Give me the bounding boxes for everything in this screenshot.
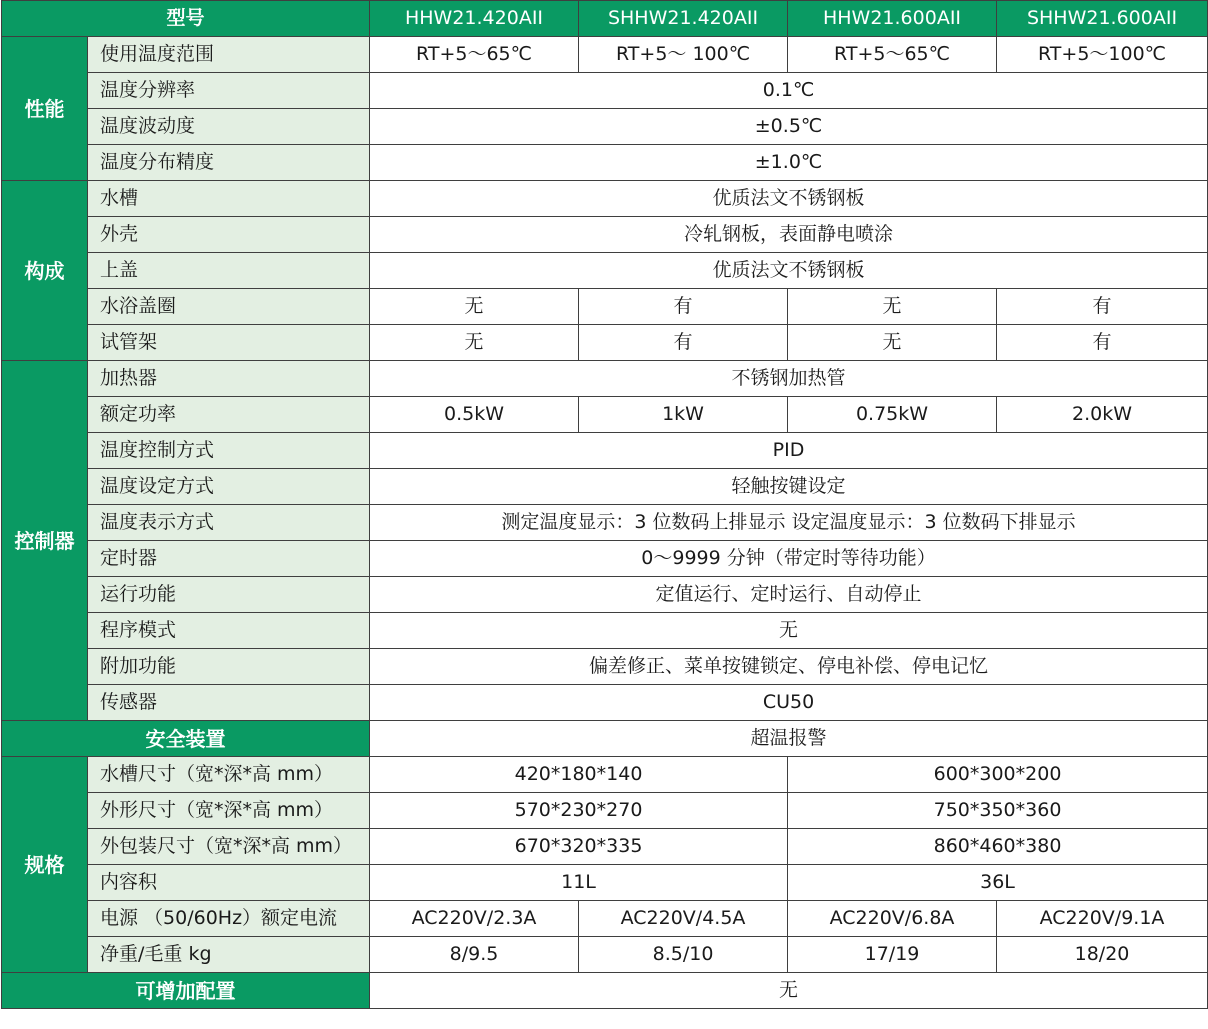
- row-label: 外壳: [88, 217, 370, 253]
- cell-value: 超温报警: [370, 721, 1208, 757]
- cell-value: 不锈钢加热管: [370, 361, 1208, 397]
- cell-value: 无: [370, 325, 579, 361]
- table-row: [2, 865, 1208, 901]
- cell-value: AC220V/4.5A: [579, 901, 788, 937]
- row-label: 程序模式: [88, 613, 370, 649]
- table-row: [2, 541, 1208, 577]
- cell-value: 0.75kW: [788, 397, 997, 433]
- row-label: 外包装尺寸（宽*深*高 mm）: [88, 829, 370, 865]
- cell-value: 无: [370, 289, 579, 325]
- cell-value: 0.1℃: [370, 73, 1208, 109]
- row-label: 外形尺寸（宽*深*高 mm）: [88, 793, 370, 829]
- table-row: [2, 109, 1208, 145]
- row-label: 内容积: [88, 865, 370, 901]
- cell-value: 偏差修正、菜单按键锁定、停电补偿、停电记忆: [370, 649, 1208, 685]
- cell-value: ±1.0℃: [370, 145, 1208, 181]
- table-row: [2, 577, 1208, 613]
- cell-value: 1kW: [579, 397, 788, 433]
- cell-value: 11L: [370, 865, 788, 901]
- cell-value: 优质法文不锈钢板: [370, 253, 1208, 289]
- cell-value: 有: [579, 289, 788, 325]
- cell-value: 2.0kW: [997, 397, 1208, 433]
- cell-value: RT+5～65℃: [370, 37, 579, 73]
- row-label: 额定功率: [88, 397, 370, 433]
- header-row: [2, 1, 1208, 37]
- cell-value: 有: [997, 289, 1208, 325]
- cell-value: 无: [788, 325, 997, 361]
- cell-value: 无: [370, 973, 1208, 1009]
- cell-value: 420*180*140: [370, 757, 788, 793]
- cell-value: RT+5～100℃: [997, 37, 1208, 73]
- cell-value: 有: [579, 325, 788, 361]
- model-header: SHHW21.420AII: [579, 1, 788, 37]
- table-row: [2, 901, 1208, 937]
- table-row: [2, 505, 1208, 541]
- cell-value: RT+5～65℃: [788, 37, 997, 73]
- cell-value: 570*230*270: [370, 793, 788, 829]
- cell-value: ±0.5℃: [370, 109, 1208, 145]
- table-row: [2, 973, 1208, 1009]
- cell-value: 轻触按键设定: [370, 469, 1208, 505]
- table-row: [2, 757, 1208, 793]
- row-label: 运行功能: [88, 577, 370, 613]
- row-label: 温度表示方式: [88, 505, 370, 541]
- row-label: 使用温度范围: [88, 37, 370, 73]
- cell-value: 36L: [788, 865, 1208, 901]
- cell-value: 670*320*335: [370, 829, 788, 865]
- row-label: 温度分辨率: [88, 73, 370, 109]
- cell-value: AC220V/6.8A: [788, 901, 997, 937]
- table-row: [2, 217, 1208, 253]
- table-row: [2, 289, 1208, 325]
- table-row: [2, 181, 1208, 217]
- cell-value: 定值运行、定时运行、自动停止: [370, 577, 1208, 613]
- row-label: 水槽尺寸（宽*深*高 mm）: [88, 757, 370, 793]
- row-label: 温度控制方式: [88, 433, 370, 469]
- row-label: 上盖: [88, 253, 370, 289]
- row-label: 电源 （50/60Hz）额定电流: [88, 901, 370, 937]
- model-header-label: 型号: [2, 1, 370, 37]
- table-row: [2, 721, 1208, 757]
- row-label: 温度分布精度: [88, 145, 370, 181]
- table-row: [2, 793, 1208, 829]
- cell-value: AC220V/2.3A: [370, 901, 579, 937]
- group-specs: 规格: [2, 757, 88, 973]
- spec-table: [1, 0, 1208, 1009]
- cell-value: 0～9999 分钟（带定时等待功能）: [370, 541, 1208, 577]
- group-safety: 安全装置: [2, 721, 370, 757]
- cell-value: 8/9.5: [370, 937, 579, 973]
- cell-value: 600*300*200: [788, 757, 1208, 793]
- group-construction: 构成: [2, 181, 88, 361]
- model-header: HHW21.420AII: [370, 1, 579, 37]
- cell-value: 优质法文不锈钢板: [370, 181, 1208, 217]
- row-label: 附加功能: [88, 649, 370, 685]
- row-label: 温度波动度: [88, 109, 370, 145]
- cell-value: 750*350*360: [788, 793, 1208, 829]
- cell-value: RT+5～ 100℃: [579, 37, 788, 73]
- row-label: 水浴盖圈: [88, 289, 370, 325]
- cell-value: CU50: [370, 685, 1208, 721]
- cell-value: 8.5/10: [579, 937, 788, 973]
- table-row: [2, 361, 1208, 397]
- model-header: HHW21.600AII: [788, 1, 997, 37]
- cell-value: 860*460*380: [788, 829, 1208, 865]
- row-label: 净重/毛重 kg: [88, 937, 370, 973]
- table-row: [2, 397, 1208, 433]
- table-row: [2, 613, 1208, 649]
- cell-value: PID: [370, 433, 1208, 469]
- cell-value: AC220V/9.1A: [997, 901, 1208, 937]
- table-row: [2, 829, 1208, 865]
- table-row: [2, 649, 1208, 685]
- group-controller: 控制器: [2, 361, 88, 721]
- model-header: SHHW21.600AII: [997, 1, 1208, 37]
- row-label: 试管架: [88, 325, 370, 361]
- table-row: [2, 685, 1208, 721]
- group-performance: 性能: [2, 37, 88, 181]
- cell-value: 无: [370, 613, 1208, 649]
- group-options: 可增加配置: [2, 973, 370, 1009]
- cell-value: 17/19: [788, 937, 997, 973]
- table-row: [2, 73, 1208, 109]
- cell-value: 冷轧钢板，表面静电喷涂: [370, 217, 1208, 253]
- table-row: [2, 253, 1208, 289]
- table-row: [2, 37, 1208, 73]
- table-row: [2, 145, 1208, 181]
- cell-value: 有: [997, 325, 1208, 361]
- row-label: 加热器: [88, 361, 370, 397]
- cell-value: 18/20: [997, 937, 1208, 973]
- table-row: [2, 469, 1208, 505]
- row-label: 传感器: [88, 685, 370, 721]
- row-label: 定时器: [88, 541, 370, 577]
- table-row: [2, 433, 1208, 469]
- table-row: [2, 937, 1208, 973]
- cell-value: 无: [788, 289, 997, 325]
- row-label: 水槽: [88, 181, 370, 217]
- table-row: [2, 325, 1208, 361]
- row-label: 温度设定方式: [88, 469, 370, 505]
- cell-value: 测定温度显示：3 位数码上排显示 设定温度显示：3 位数码下排显示: [370, 505, 1208, 541]
- cell-value: 0.5kW: [370, 397, 579, 433]
